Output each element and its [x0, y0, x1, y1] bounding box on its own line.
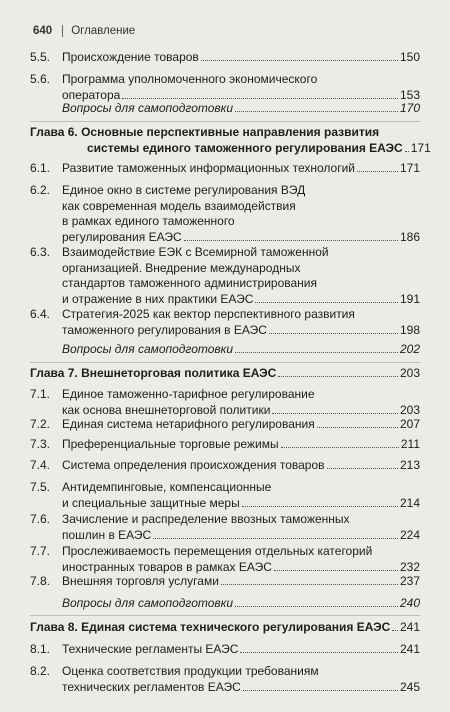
toc-entry-page-number: 232: [399, 559, 420, 574]
toc-entry-title-line: Система определения происхождения товаров: [62, 458, 325, 472]
toc-entry-number: 6.2.: [30, 183, 51, 197]
toc-entry-title-line: Глава 7. Внешнеторговая политика ЕАЭС: [30, 366, 277, 380]
toc-entry-page-number: 241: [399, 620, 420, 634]
toc-entry-title-line: Вопросы для самоподготовки: [62, 342, 234, 356]
running-header: [33, 25, 135, 37]
dot-leader: [240, 652, 398, 653]
toc-entry-title: [62, 101, 420, 117]
toc-entry-title: [62, 544, 420, 575]
toc-entry-number: 7.8.: [30, 574, 51, 588]
toc-entry-number: 7.2.: [30, 417, 51, 431]
toc-entry-page-number: 171: [410, 140, 431, 155]
toc-entry-title: [30, 125, 431, 156]
toc-entry-title-line: Преференциальные торговые режимы: [62, 437, 279, 451]
toc-entry-title-line: Оценка соответствия продукции требованиям: [62, 664, 319, 678]
toc-entry-title-line: регулирования ЕАЭС: [62, 229, 182, 244]
toc-entry-number: 8.2.: [30, 664, 51, 678]
toc-entry-title-line: Внешняя торговля услугами: [62, 574, 219, 588]
toc-entry-title: [62, 245, 420, 307]
toc-entry-number: 7.6.: [30, 512, 51, 526]
toc-entry-title-line: Программа уполномоченного экономического: [62, 72, 318, 86]
toc-entry-title-line: системы единого таможенного регулирования ЕАЭС: [87, 140, 403, 155]
toc-entry-title-line: Единая система нетарифного регулирования: [62, 417, 315, 431]
toc-entry-page-number: 203: [399, 366, 420, 380]
dot-leader: [122, 98, 398, 99]
toc-entry-title: [62, 417, 420, 433]
toc-entry-title: [62, 596, 420, 612]
toc-entry-title-line: Развитие таможенных информационных технологий: [62, 161, 356, 175]
toc-entry-title: [62, 342, 420, 358]
dot-leader: [235, 111, 398, 112]
toc-entry-number: 5.5.: [30, 50, 51, 64]
toc-entry-title-line: оператора: [62, 87, 121, 102]
header-page-number: 640: [33, 25, 53, 37]
toc-entry-number: 8.1.: [30, 642, 51, 656]
toc-entry-title-line: Вопросы для самоподготовки: [62, 596, 234, 610]
toc-entry-page-number: 214: [399, 495, 420, 510]
toc-entry-page-number: 198: [399, 322, 420, 337]
dot-leader: [235, 606, 398, 607]
toc-entry-number: 6.3.: [30, 245, 51, 259]
dot-leader: [392, 630, 398, 631]
dot-leader: [235, 352, 398, 353]
toc-entry-page-number: 203: [399, 402, 420, 417]
toc-entry-title: [62, 512, 420, 543]
toc-entry-title-line: Единое окно в системе регулирования ВЭД: [62, 183, 306, 197]
toc-entry-title: [62, 642, 420, 658]
chapter-divider: [30, 121, 420, 122]
toc-entry-page-number: 237: [399, 574, 420, 588]
toc-entry-title-line: Единое таможенно-тарифное регулирование: [62, 387, 315, 401]
toc-entry-title-line: Зачисление и распределение ввозных таможенных: [62, 512, 350, 526]
toc-entry-page-number: 240: [399, 596, 420, 610]
toc-entry-number: 7.7.: [30, 544, 51, 558]
toc-entry-page-number: 202: [399, 342, 420, 356]
dot-leader: [221, 584, 398, 585]
toc-entry-number: 7.3.: [30, 437, 51, 451]
toc-entry-title: [62, 50, 420, 66]
chapter-divider: [30, 615, 420, 616]
toc-entry-page-number: 186: [399, 229, 420, 244]
dot-leader: [405, 151, 409, 152]
toc-entry-title-line: и отражение в них практики ЕАЭС: [62, 291, 254, 306]
toc-entry-number: 6.1.: [30, 161, 51, 175]
toc-entry-title: [30, 620, 420, 636]
dot-leader: [243, 690, 398, 691]
toc-entry-number: 7.4.: [30, 458, 51, 472]
toc-entry-number: 7.5.: [30, 480, 51, 494]
dot-leader: [242, 506, 398, 507]
dot-leader: [269, 333, 398, 334]
toc-entry-number: 7.1.: [30, 387, 51, 401]
dot-leader: [201, 60, 398, 61]
toc-entry-title-line: Прослеживаемость перемещения отдельных категорий: [62, 544, 373, 558]
toc-entry-page-number: 171: [399, 161, 420, 175]
toc-entry-title-line: Происхождение товаров: [62, 50, 199, 64]
toc-entry-title-line: Стратегия-2025 как вектор перспективного развития: [62, 307, 355, 321]
toc-entry-page-number: 170: [399, 101, 420, 115]
toc-entry-title: [62, 161, 420, 177]
header-section-title: Оглавление: [71, 25, 136, 37]
dot-leader: [255, 302, 398, 303]
toc-entry-title: [30, 366, 420, 382]
toc-entry-title-line: технических регламентов ЕАЭС: [62, 679, 241, 694]
toc-entry-number: 6.4.: [30, 307, 51, 321]
dot-leader: [278, 376, 398, 377]
dot-leader: [357, 171, 398, 172]
toc-entry-title: [62, 437, 420, 453]
toc-entry-title: [62, 183, 420, 245]
toc-entry-title-line: Глава 6. Основные перспективные направления развития: [30, 125, 380, 139]
toc-entry-number: 5.6.: [30, 72, 51, 86]
toc-entry-title: [62, 664, 420, 695]
toc-entry-page-number: 150: [399, 50, 420, 64]
toc-entry-title-line: в рамках единого таможенного: [62, 214, 235, 229]
toc-entry-page-number: 241: [399, 642, 420, 656]
dot-leader: [317, 427, 398, 428]
dot-leader: [184, 240, 398, 241]
toc-entry-title-line: Глава 8. Единая система технического регулирования ЕАЭС: [30, 620, 391, 634]
toc-entry-title-line: Взаимодействие ЕЭК с Всемирной таможенной: [62, 245, 329, 259]
toc-entry-title-line: Антидемпинговые, компенсационные: [62, 480, 272, 494]
toc-entry-page-number: 207: [399, 417, 420, 431]
toc-entry-title-line: организацией. Внедрение международных: [62, 260, 301, 275]
toc-entry-title-line: пошлин в ЕАЭС: [62, 527, 152, 542]
toc-entry-title-line: стандартов таможенного администрирования: [62, 276, 317, 291]
dot-leader: [153, 538, 398, 539]
toc-entry-title: [62, 458, 420, 474]
header-separator: [62, 25, 63, 37]
toc-entry-page-number: 153: [399, 87, 420, 102]
toc-entry-title-line: и специальные защитные меры: [62, 495, 240, 510]
toc-entry-title: [62, 480, 420, 511]
toc-entry-title: [62, 307, 420, 338]
toc-entry-page-number: 245: [399, 679, 420, 694]
dot-leader: [281, 447, 399, 448]
toc-entry-title-line: Технические регламенты ЕАЭС: [62, 642, 239, 656]
toc-entry-title-line: как современная модель взаимодействия: [62, 198, 296, 213]
toc-entry-page-number: 211: [400, 437, 420, 451]
toc-entry-title-line: иностранных товаров в рамках ЕАЭС: [62, 559, 272, 574]
toc-entry-page-number: 213: [399, 458, 420, 472]
toc-entry-page-number: 191: [399, 291, 420, 306]
toc-entry-page-number: 224: [399, 527, 420, 542]
dot-leader: [272, 413, 398, 414]
toc-entry-title: [62, 72, 420, 103]
dot-leader: [274, 570, 398, 571]
dot-leader: [327, 468, 398, 469]
toc-entry-title: [62, 574, 420, 590]
toc-entry-title-line: Вопросы для самоподготовки: [62, 101, 234, 115]
toc-entry-title-line: как основа внешнеторговой политики: [62, 402, 271, 417]
toc-entry-title: [62, 387, 420, 418]
chapter-divider: [30, 362, 420, 363]
toc-entry-title-line: таможенного регулирования в ЕАЭС: [62, 322, 267, 337]
